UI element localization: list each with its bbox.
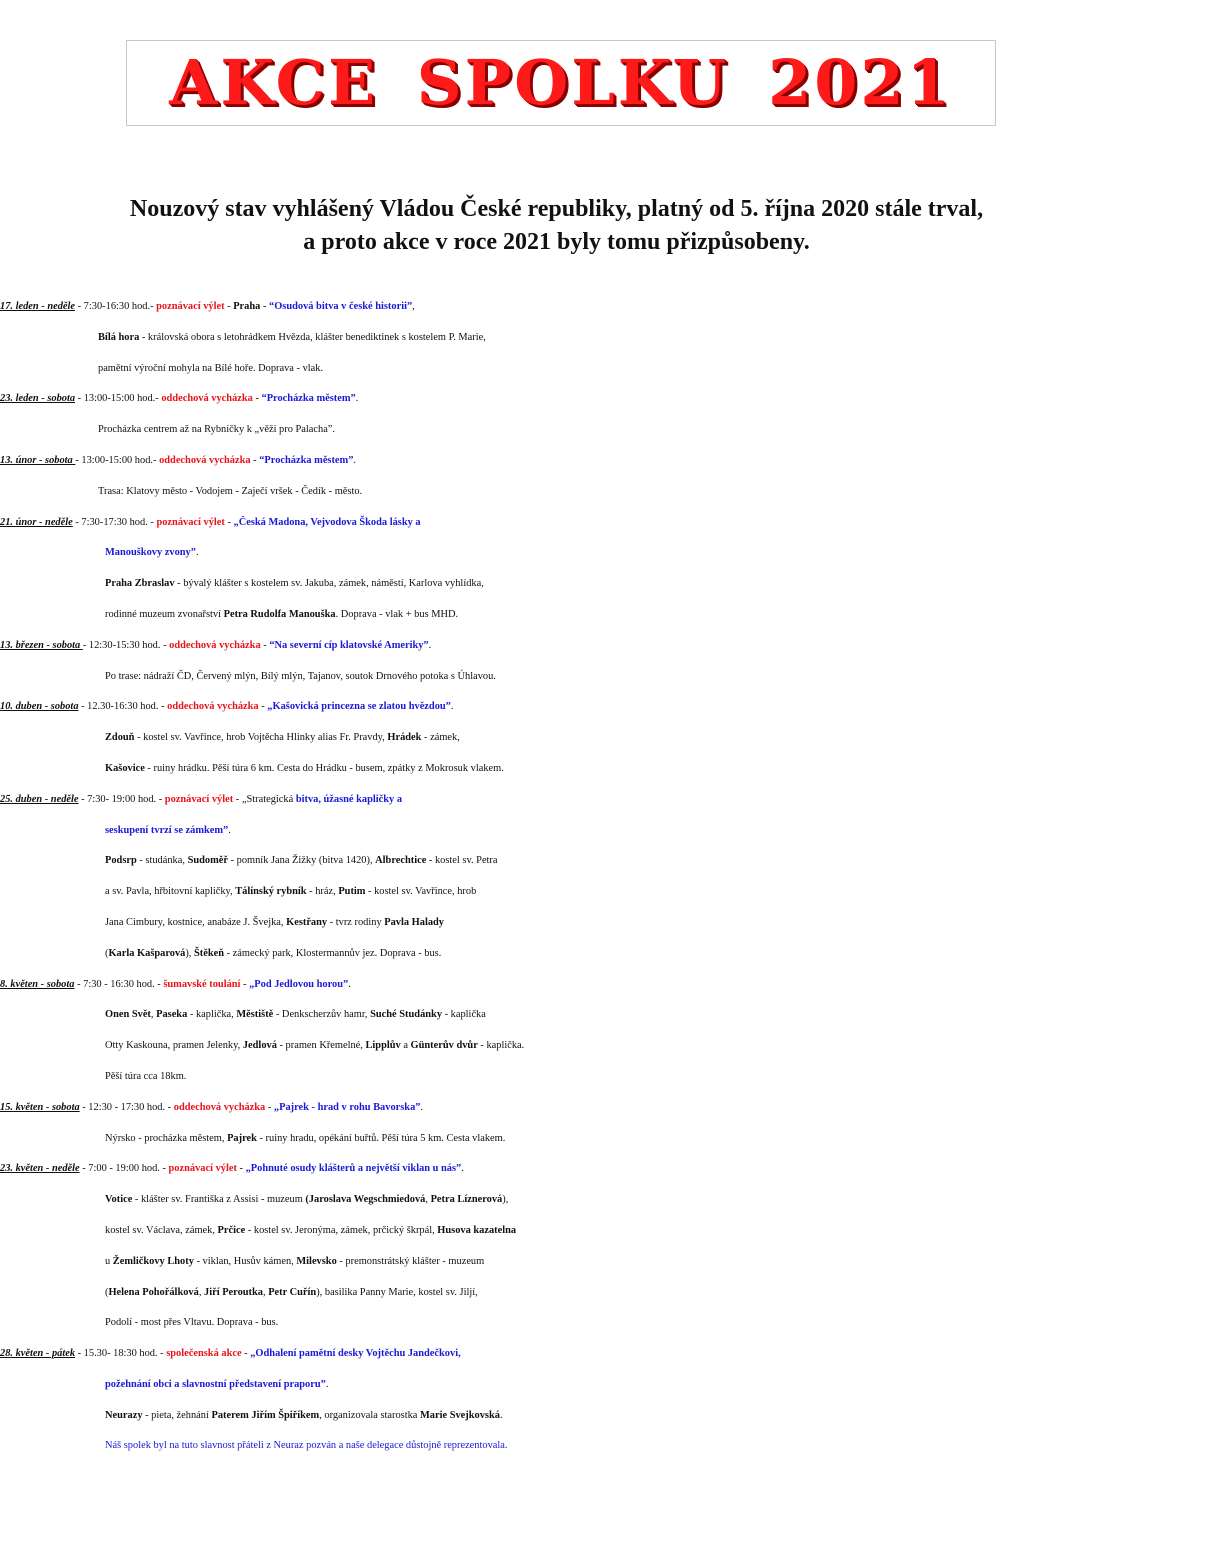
event-text: - <box>260 639 270 651</box>
event-detail-line <box>0 846 1208 877</box>
event-text: - kaplička. <box>477 1040 525 1052</box>
event-text: - 13:00-15:00 hod.- <box>75 393 162 405</box>
event-date: 13. únor - sobota <box>0 454 76 466</box>
intro-note <box>0 193 1113 259</box>
place-name: Praha Zbraslav <box>105 578 175 590</box>
event-heading-line <box>0 1339 1208 1370</box>
place-name: Sudoměř <box>187 855 228 867</box>
event-title: „Česká Madona, Vejvodova Škoda lásky a <box>233 516 421 528</box>
event-detail-line <box>0 323 1208 354</box>
event-text: - 7:30-16:30 hod.- <box>75 301 157 312</box>
event-text: . <box>355 393 359 405</box>
place-name: Paterem Jiřím Špiříkem <box>211 1409 320 1421</box>
event-detail-line <box>0 538 1208 569</box>
event-text: ( <box>105 947 109 959</box>
event-detail-line <box>0 569 1208 600</box>
event-text: . <box>461 1163 464 1175</box>
event-text: - <box>241 1348 251 1360</box>
event-heading-line <box>0 508 1208 539</box>
place-name: Putim <box>338 886 366 898</box>
place-name: Pajrek <box>227 1132 257 1144</box>
event-text: Trasa: Klatovy město - Vodojem - Zaječí vršek - Čedík - město. <box>98 485 363 497</box>
event-type: společenská akce <box>166 1348 242 1360</box>
event-text: ( <box>105 1286 109 1298</box>
event-text: , <box>150 1009 157 1021</box>
note-text: Náš spolek byl na tuto slavnost přáteli z Neuraz pozván a naše delegace důstojně reprezentovala. <box>105 1440 508 1452</box>
place-name: Neurazy <box>105 1409 143 1421</box>
event-text: , organizovala starostka <box>319 1409 420 1421</box>
event-detail-line <box>0 754 1208 785</box>
event-text: Podolí - most přes Vltavu. Doprava - bus. <box>105 1317 279 1329</box>
event-heading-line <box>0 292 1208 323</box>
event-text: . <box>353 454 357 466</box>
event-title: Manouškovy zvony” <box>105 547 196 559</box>
place-name: Jedlová <box>242 1040 277 1052</box>
event-text: Jana Cimbury, kostnice, anabáze J. Švejka, <box>105 916 287 928</box>
event-text: . Doprava - vlak + bus MHD. <box>335 608 459 620</box>
event-text: . <box>428 639 432 651</box>
place-name: Tálínský rybník <box>235 886 307 898</box>
event-detail-line <box>0 1000 1208 1031</box>
event-list <box>0 292 1208 1462</box>
event-type: oddechová vycházka <box>169 639 261 651</box>
place-name: Štěkeň <box>194 947 225 959</box>
event-detail-line <box>0 939 1208 970</box>
event-detail-line <box>0 1124 1208 1155</box>
place-name: Günterův dvůr <box>410 1040 478 1052</box>
event-date: 25. duben - neděle <box>0 793 79 805</box>
event-type: oddechová vycházka <box>159 454 251 466</box>
event-date: 8. květen - sobota <box>0 978 75 990</box>
event-text: - 13:00-15:00 hod.- <box>75 454 160 466</box>
place-name: Lipplův <box>365 1040 401 1052</box>
event-text: Otty Kaskouna, pramen Jelenky, <box>105 1040 243 1052</box>
place-name: Husova kazatelna <box>437 1224 517 1236</box>
place-name: Milevsko <box>296 1255 337 1267</box>
event-detail-line <box>0 354 1208 385</box>
event-text: - premonstrátský klášter - muzeum <box>336 1255 485 1267</box>
event-text: - pieta, žehnání <box>142 1409 212 1421</box>
event-text: kostel sv. Václava, zámek, <box>105 1224 218 1236</box>
event-title: „Pod Jedlovou horou” <box>249 978 349 990</box>
place-name: Petra Rudolfa Manouška <box>223 608 336 620</box>
event-text: . <box>195 547 199 559</box>
event-date: 15. květen - sobota <box>0 1101 80 1113</box>
event-text: ), <box>502 1194 509 1206</box>
event-text: - tvrz rodiny <box>327 916 385 928</box>
event-text: - <box>224 301 234 312</box>
place-name: (Jaroslava Wegschmiedová <box>305 1194 426 1206</box>
place-name: Albrechtice <box>375 855 427 867</box>
event-detail-line <box>0 1431 1208 1462</box>
event-type: oddechová vycházka <box>173 1101 266 1113</box>
place-name: Pavla Halady <box>384 916 445 928</box>
place-name: Podsrp <box>105 855 137 867</box>
event-detail-line <box>0 877 1208 908</box>
event-text: - pramen Křemelné, <box>276 1040 366 1052</box>
event-title: bitva, úžasné kapličky a <box>295 793 403 805</box>
event-text: , <box>263 1286 269 1298</box>
event-date: 13. březen - sobota <box>0 639 83 651</box>
event-text: - viklan, Husův kámen, <box>193 1255 297 1267</box>
event-text: - <box>252 393 262 405</box>
event-text: , <box>425 1194 431 1206</box>
event-text: - kostel sv. Jeronýma, zámek, prčický škrpál, <box>245 1224 438 1236</box>
event-text: - <box>250 454 260 466</box>
event-detail-line <box>0 1247 1208 1278</box>
place-name: Karla Kašparová <box>108 947 186 959</box>
page-title: AKCE SPOLKU 2021 <box>169 46 953 119</box>
event-text: - „Strategická <box>233 793 296 805</box>
event-text: , <box>412 301 415 312</box>
event-detail-line <box>0 662 1208 693</box>
event-text: - <box>240 978 250 990</box>
event-detail-line <box>0 723 1208 754</box>
event-title: “Na severní cíp klatovské Ameriky” <box>269 639 429 651</box>
event-text: - ruiny hradu, opékání buřtů. Pěší túra 5 km. Cesta vlakem. <box>256 1132 506 1144</box>
event-type: oddechová vycházka <box>161 393 253 405</box>
event-text: - 12.30-16:30 hod. - <box>78 701 168 713</box>
event-type: poznávací výlet <box>164 793 234 805</box>
event-heading-line <box>0 692 1208 723</box>
event-detail-line <box>0 415 1208 446</box>
event-text: - bývalý klášter s kostelem sv. Jakuba, zámek, náměstí, Karlova vyhlídka, <box>174 578 484 590</box>
event-text: Po trase: nádraží ČD, Červený mlýn, Bílý mlýn, Tajanov, soutok Drnového potoka s Úhlavou. <box>105 670 496 682</box>
event-text: Pěší túra cca 18km. <box>105 1070 187 1082</box>
event-title: seskupení tvrzí se zámkem” <box>105 824 229 836</box>
event-detail-line <box>0 1370 1208 1401</box>
place-name: Kašovice <box>105 762 145 774</box>
place-name: Prčice <box>217 1224 246 1236</box>
event-text: . <box>348 978 351 990</box>
event-title: “Procházka městem” <box>259 454 354 466</box>
event-detail-line <box>0 1216 1208 1247</box>
place-name: Votice <box>105 1194 133 1206</box>
event-title: požehnání obci a slavnostní představení praporu” <box>105 1378 326 1390</box>
event-date: 17. leden - neděle <box>0 301 76 312</box>
place-name: Marie Svejkovská <box>420 1409 500 1421</box>
event-text: - <box>265 1101 274 1113</box>
event-detail-line <box>0 816 1208 847</box>
event-type: poznávací výlet <box>156 516 225 528</box>
event-text: - <box>260 301 269 312</box>
title-box <box>126 40 996 126</box>
event-date: 23. leden - sobota <box>0 393 76 405</box>
event-text: . <box>420 1101 424 1113</box>
event-text: - zámecký park, Klostermannův jez. Doprava - bus. <box>224 947 442 959</box>
event-heading-line <box>0 785 1208 816</box>
place-name: Paseka <box>156 1009 188 1021</box>
event-text: - 7:30-17:30 hod. - <box>72 516 157 528</box>
event-text: - kostel sv. Vavřince, hrob <box>365 886 477 898</box>
event-heading-line <box>0 970 1208 1001</box>
intro-line-1: Nouzový stav vyhlášený Vládou České republiky, platný od 5. října 2020 stále trval, <box>129 196 984 222</box>
event-title: “Osudová bitva v české historii” <box>269 301 413 312</box>
event-text: - klášter sv. Františka z Assisi - muzeum <box>132 1194 306 1206</box>
event-text: - <box>236 1163 246 1175</box>
event-title: „Kašovická princezna se zlatou hvězdou” <box>267 701 451 713</box>
event-text: , <box>198 1286 205 1298</box>
event-detail-line <box>0 908 1208 939</box>
place-name: Bílá hora <box>98 331 140 343</box>
event-text: pamětní výroční mohyla na Bílé hoře. Doprava - vlak. <box>98 362 324 374</box>
event-title: „Pohnuté osudy klášterů a největší viklan u nás” <box>245 1163 462 1175</box>
event-text: a <box>400 1040 411 1052</box>
place-name: Onen Svět <box>105 1009 151 1021</box>
event-detail-line <box>0 600 1208 631</box>
event-heading-line <box>0 631 1208 662</box>
event-heading-line <box>0 1154 1208 1185</box>
event-text: - královská obora s letohrádkem Hvězda, klášter benediktinek s kostelem P. Marie, <box>139 331 486 343</box>
place-name: Petra Líznerová <box>430 1194 503 1206</box>
event-detail-line <box>0 1308 1208 1339</box>
event-text: - 7:00 - 19:00 hod. - <box>79 1163 169 1175</box>
event-heading-line <box>0 384 1208 415</box>
event-type: poznávací výlet <box>156 301 225 312</box>
event-type: šumavské toulání <box>163 978 241 990</box>
event-text: u <box>105 1255 113 1267</box>
event-date: 28. květen - pátek <box>0 1348 76 1360</box>
event-detail-line <box>0 1031 1208 1062</box>
place-name: Zdouň <box>105 732 135 744</box>
event-text: Nýrsko - procházka městem, <box>105 1132 228 1144</box>
event-title: „Pajrek - hrad v rohu Bavorska” <box>273 1101 421 1113</box>
event-text: rodinné muzeum zvonařství <box>105 608 224 620</box>
event-text: - 15.30- 18:30 hod. - <box>75 1348 167 1360</box>
event-text: - <box>258 701 268 713</box>
event-title: “Procházka městem” <box>261 393 356 405</box>
event-detail-line <box>0 1062 1208 1093</box>
place-name: Kestřany <box>286 916 328 928</box>
event-date: 10. duben - sobota <box>0 701 79 713</box>
event-text: . <box>499 1409 503 1421</box>
event-text: - 12:30-15:30 hod. - <box>82 639 170 651</box>
place-name: Jiří Peroutka <box>204 1286 263 1298</box>
intro-line-2: a proto akce v roce 2021 byly tomu přizpůsobeny. <box>303 229 810 255</box>
event-text: a sv. Pavla, hřbitovní kapličky, <box>105 886 236 898</box>
event-text: - 7:30 - 16:30 hod. - <box>74 978 164 990</box>
event-text: . <box>325 1378 329 1390</box>
event-text: - zámek, <box>421 732 460 744</box>
event-title: „Odhalení pamětní desky Vojtěchu Jandečkovi, <box>250 1348 461 1360</box>
event-text: . <box>228 824 231 836</box>
event-detail-line <box>0 1401 1208 1432</box>
place-name: Suché Studánky <box>370 1009 443 1021</box>
place-name: Praha <box>233 301 261 312</box>
place-name: Petr Cuřín <box>268 1286 317 1298</box>
event-text: ), <box>185 947 194 959</box>
event-text: - kostel sv. Petra <box>426 855 498 867</box>
event-text: . <box>450 701 454 713</box>
event-heading-line <box>0 1093 1208 1124</box>
place-name: Žemličkovy Lhoty <box>112 1255 194 1267</box>
event-text: - Denkscherzův hamr, <box>273 1009 371 1021</box>
place-name: Helena Pohořálková <box>108 1286 199 1298</box>
event-heading-line <box>0 446 1208 477</box>
place-name: Městiště <box>236 1009 274 1021</box>
event-detail-line <box>0 477 1208 508</box>
event-text: - pomník Jana Žižky (bitva 1420), <box>227 855 376 867</box>
event-text: - kostel sv. Vavřince, hrob Vojtěcha Hlinky alias Fr. Pravdy, <box>134 732 388 744</box>
event-text: - studánka, <box>136 855 188 867</box>
event-text: - kaplička, <box>187 1009 237 1021</box>
place-name: Hrádek <box>387 732 422 744</box>
event-detail-line <box>0 1278 1208 1309</box>
event-date: 23. květen - neděle <box>0 1163 80 1175</box>
event-text: - 12:30 - 17:30 hod. - <box>79 1101 174 1113</box>
event-text: - kaplička <box>442 1009 486 1021</box>
event-type: poznávací výlet <box>168 1163 237 1175</box>
event-text: ), basilika Panny Marie, kostel sv. Jiljí, <box>316 1286 478 1298</box>
event-text: - 7:30- 19:00 hod. - <box>78 793 165 805</box>
event-detail-line <box>0 1185 1208 1216</box>
event-text: - ruiny hrádku. Pěší túra 6 km. Cesta do Hrádku - busem, zpátky z Mokrosuk vlakem. <box>144 762 504 774</box>
event-type: oddechová vycházka <box>167 701 259 713</box>
event-date: 21. únor - neděle <box>0 516 73 528</box>
event-text: Procházka centrem až na Rybníčky k „věži pro Palacha”. <box>98 424 336 436</box>
event-text: - hráz, <box>306 886 339 898</box>
event-text: - <box>224 516 234 528</box>
